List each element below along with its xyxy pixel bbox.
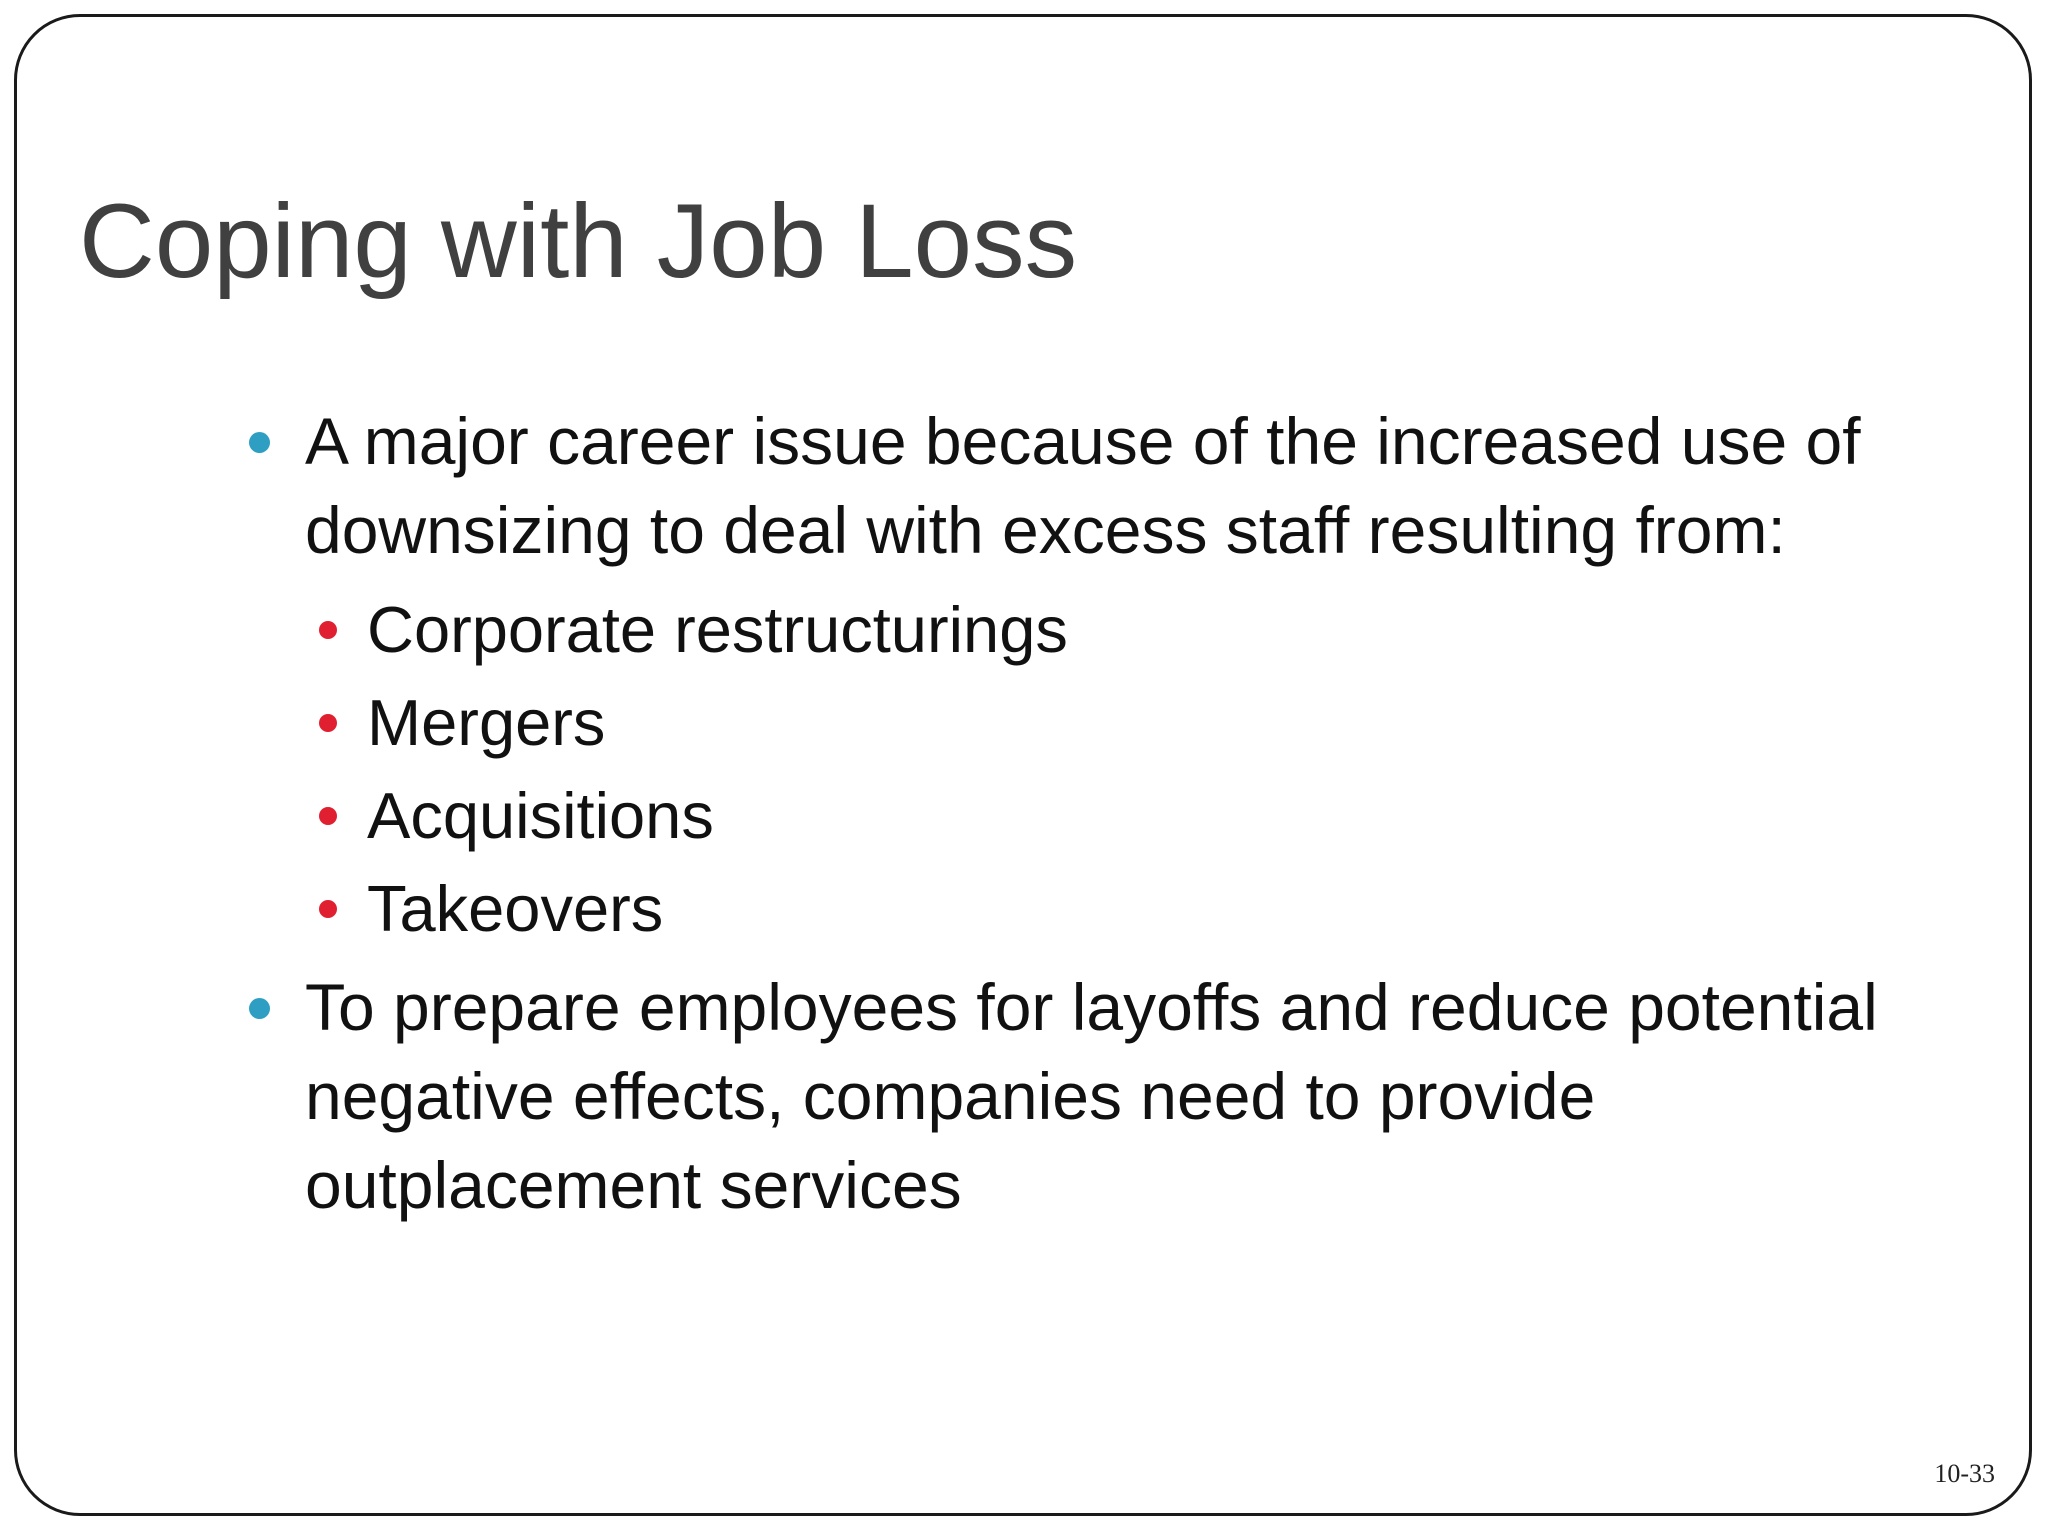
bullet-list (243, 397, 1993, 1234)
sub-bullet-text: Corporate restructurings (367, 593, 1068, 666)
sub-bullet-item (305, 862, 1993, 955)
sub-bullet-text: Takeovers (367, 872, 664, 945)
sub-bullet-item (305, 676, 1993, 769)
secondary-bullet-icon (319, 900, 337, 918)
sub-bullet-text: Acquisitions (367, 779, 714, 852)
bullet-text: A major career issue because of the increased use of downsizing to deal with excess staff resulting from: (305, 404, 1861, 567)
sub-bullet-item (305, 583, 1993, 676)
secondary-bullet-icon (319, 807, 337, 825)
primary-bullet-icon (249, 432, 270, 453)
secondary-bullet-icon (319, 621, 337, 639)
sub-bullet-text: Mergers (367, 686, 606, 759)
secondary-bullet-icon (319, 714, 337, 732)
bullet-item-2 (243, 963, 1993, 1230)
slide-frame (14, 14, 2032, 1516)
sub-bullet-list (305, 583, 1993, 955)
bullet-item-1 (243, 397, 1993, 955)
bullet-text: To prepare employees for layoffs and reduce potential negative effects, companies need to provide outplacement services (305, 970, 1878, 1222)
sub-bullet-item (305, 769, 1993, 862)
primary-bullet-icon (249, 998, 270, 1019)
slide-number: 10-33 (1934, 1459, 1995, 1488)
slide-title: Coping with Job Loss (79, 183, 1078, 300)
